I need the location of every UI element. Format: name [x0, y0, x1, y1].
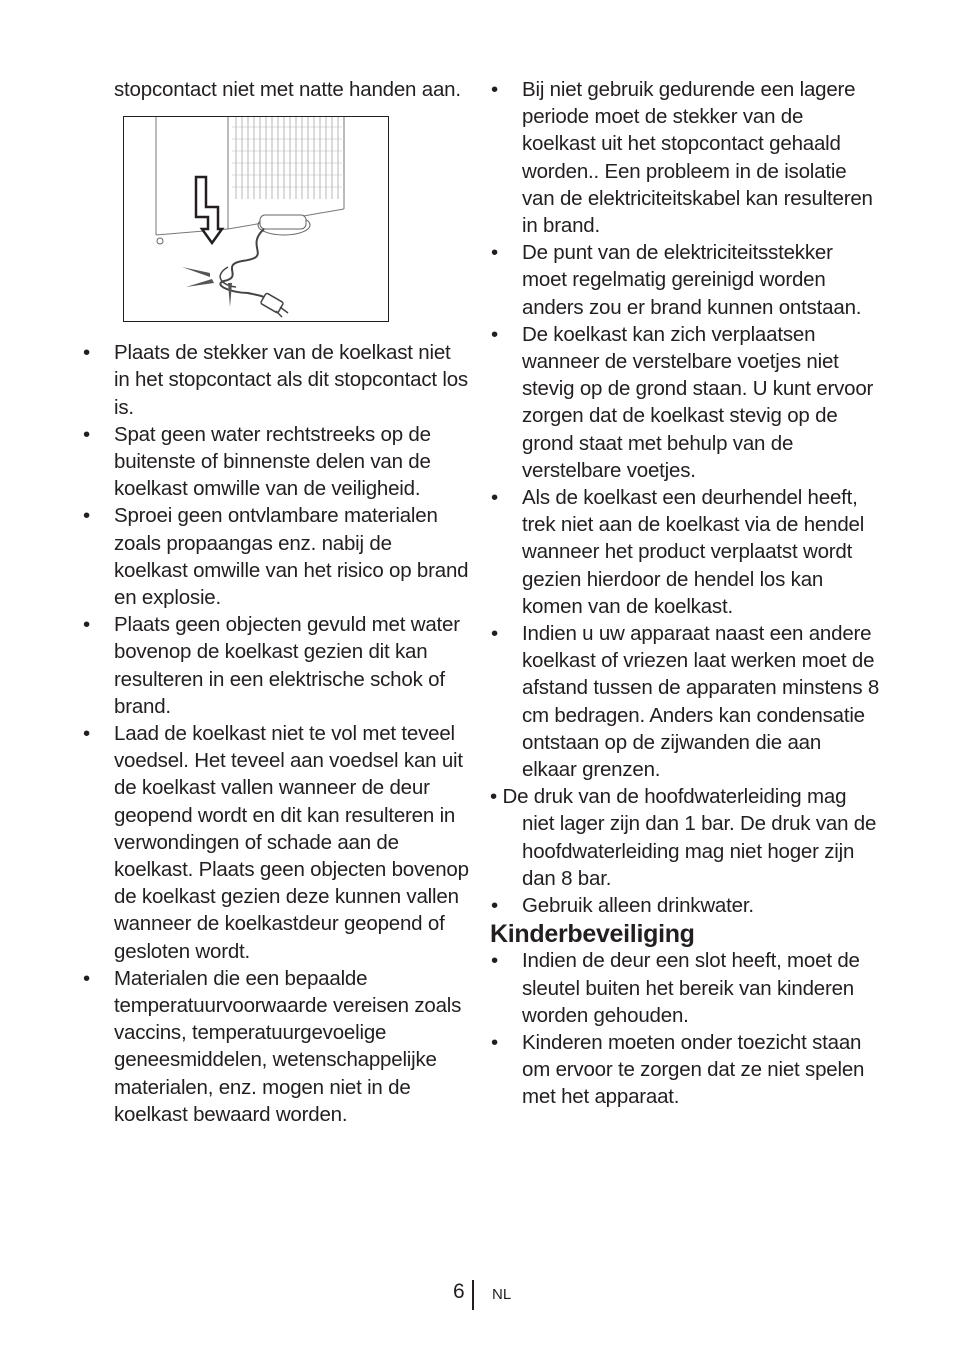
footer-divider — [472, 1280, 474, 1310]
child-safety-list — [488, 947, 880, 1110]
page-footer — [0, 1280, 954, 1312]
list-item: • De koelkast kan zich verplaatsen wanneer de verstelbare voetjes niet stevig op de grond staan. U kunt ervoor zorgen dat de koelkast stevig op de grond staat met behulp van de verstelbare voetjes. — [488, 321, 880, 484]
right-column — [488, 76, 880, 1111]
page-number: 6 — [453, 1280, 465, 1303]
list-item: • Kinderen moeten onder toezicht staan om ervoor te zorgen dat ze niet spelen met het apparaat. — [488, 1029, 880, 1111]
list-item: • De punt van de elektriciteitsstekker moet regelmatig gereinigd worden anders zou er brand kunnen ontstaan. — [488, 239, 880, 321]
list-item: • Laad de koelkast niet te vol met teveel voedsel. Het teveel aan voedsel kan uit de koelkast vallen wanneer de deur geopend wordt en dit kan resulteren in verwondingen of schade aan de koelkast. Plaats geen objecten bovenop de koelkast gezien deze kunnen vallen wanneer de koelkastdeur geopend of gesloten wordt. — [80, 720, 470, 965]
list-item: • Materialen die een bepaalde temperatuurvoorwaarde vereisen zoals vaccins, temperatuurgevoelige geneesmiddelen, wetenschappelijke materialen, enz. mogen niet in de koelkast bewaard worden. — [80, 965, 470, 1128]
list-item: • Indien u uw apparaat naast een andere koelkast of vriezen laat werken moet de afstand tussen de apparaten minstens 8 cm bedragen. Anders kan condensatie ontstaan op de zijwanden die aan elkaar grenzen. — [488, 620, 880, 783]
list-item: • Indien de deur een slot heeft, moet de sleutel buiten het bereik van kinderen worden gehouden. — [488, 947, 880, 1029]
list-item: • Bij niet gebruik gedurende een lagere periode moet de stekker van de koelkast uit het stopcontact gehaald worden.. Een probleem in de isolatie van de elektriciteitskabel kan resulteren in brand. — [488, 76, 880, 239]
fridge-plug-illustration — [124, 117, 388, 321]
intro-text: stopcontact niet met natte handen aan. — [114, 78, 461, 101]
section-title-child-safety: Kinderbeveiliging — [490, 920, 695, 949]
list-item: • Gebruik alleen drinkwater. — [488, 892, 880, 919]
list-item: • Plaats de stekker van de koelkast niet in het stopcontact als dit stopcontact los is. — [80, 339, 470, 421]
list-item: • Spat geen water rechtstreeks op de buitenste of binnenste delen van de koelkast omwille van de veiligheid. — [80, 421, 470, 503]
left-bullet-list — [80, 339, 470, 1128]
list-item-water-pressure: • De druk van de hoofdwaterleiding mag niet lager zijn dan 1 bar. De druk van de hoofdwaterleiding mag niet hoger zijn dan 8 bar. — [490, 785, 877, 890]
language-code: NL — [492, 1286, 512, 1303]
list-item: • Sproei geen ontvlambare materialen zoals propaangas enz. nabij de koelkast omwille van het risico op brand en explosie. — [80, 502, 470, 611]
illustration-fridge-plug — [123, 116, 389, 322]
left-column — [80, 76, 470, 1128]
right-bullet-list — [488, 76, 880, 919]
list-item: • Plaats geen objecten gevuld met water bovenop de koelkast gezien dit kan resulteren in een elektrische schok of brand. — [80, 611, 470, 720]
list-item: • Als de koelkast een deurhendel heeft, trek niet aan de koelkast via de hendel wanneer het product verplaatst wordt gezien hierdoor de hendel los kan komen van de koelkast. — [488, 484, 880, 620]
